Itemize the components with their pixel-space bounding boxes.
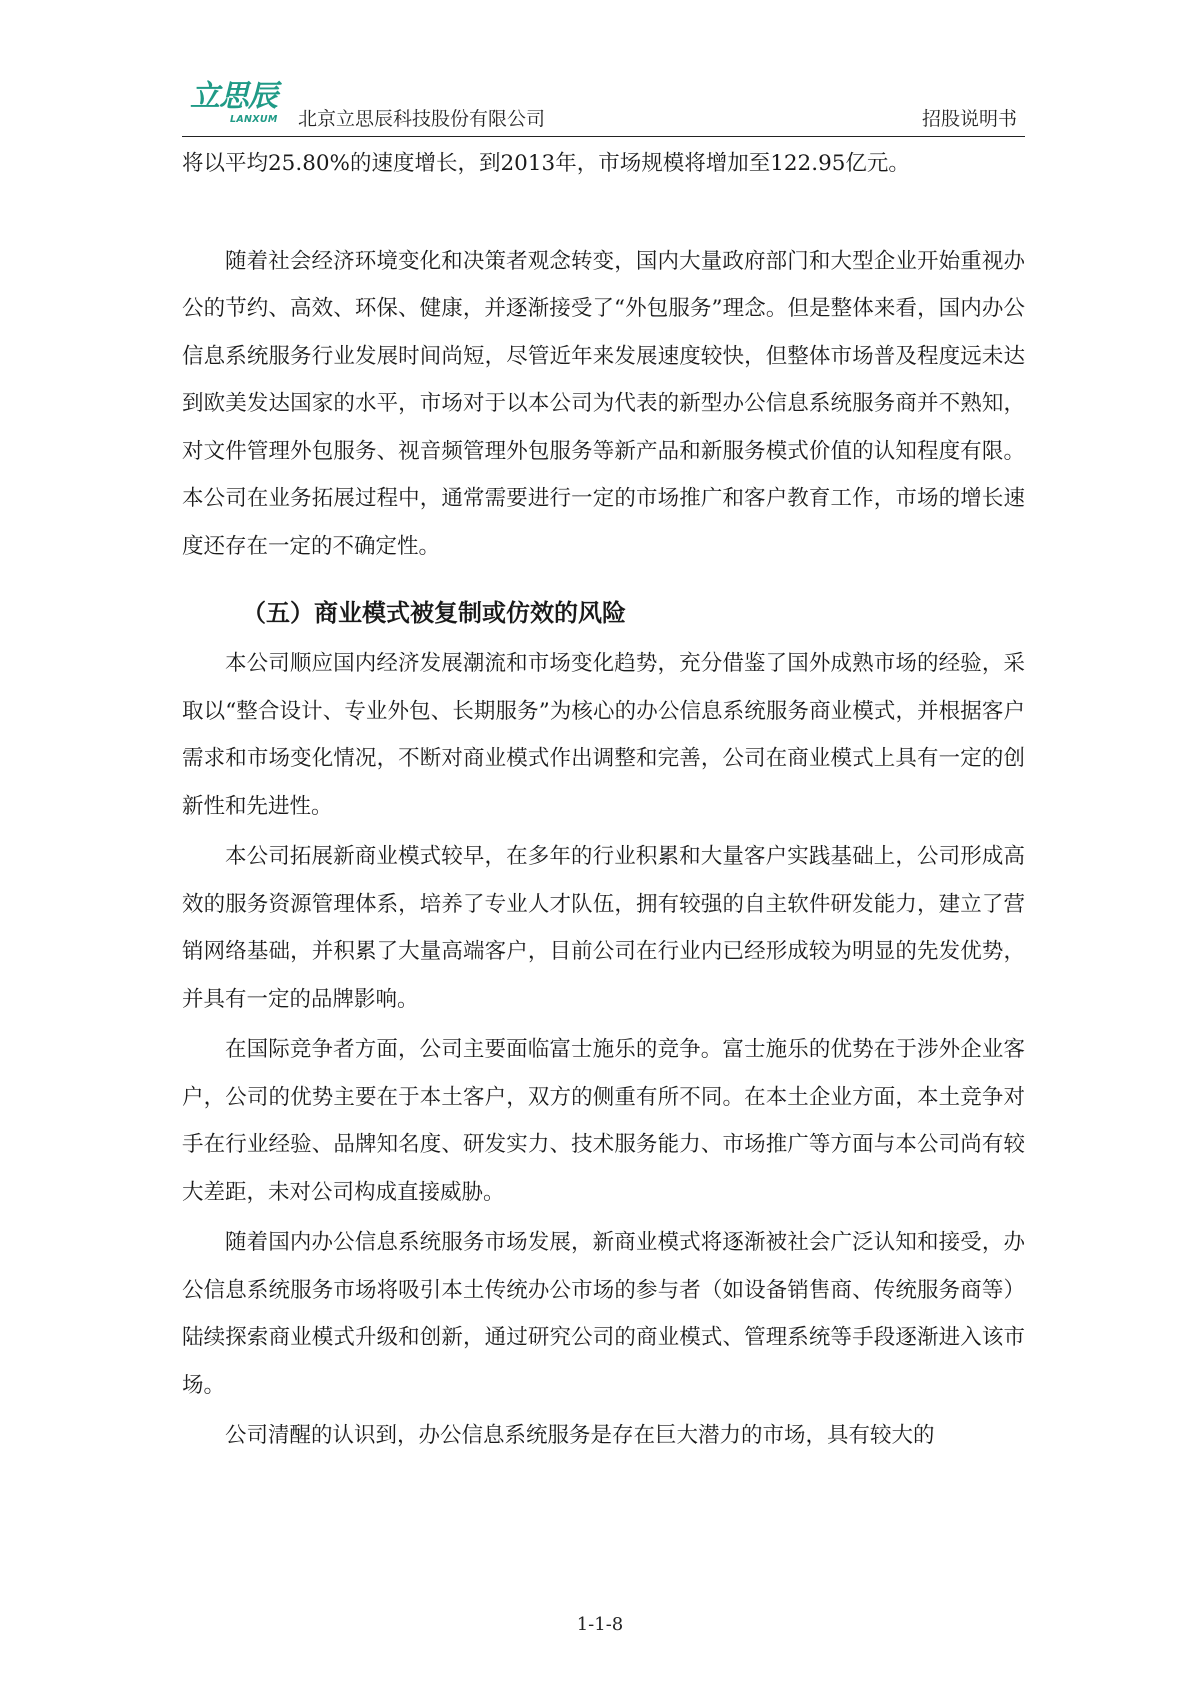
paragraph-company-awareness: 公司清醒的认识到，办公信息系统服务是存在巨大潜力的市场，具有较大的 <box>225 1423 935 1448</box>
logo-chinese-text: 立思辰 <box>190 79 277 114</box>
page-number: 1-1-8 <box>576 1614 624 1635</box>
paragraph-continued: 将以平均25.80%的速度增长，到2013年，市场规模将增加至122.95亿元。 <box>182 151 910 176</box>
logo-english-text: LANXUM <box>230 114 278 125</box>
company-logo <box>190 79 302 132</box>
section-heading: （五）商业模式被复制或仿效的风险 <box>242 599 626 627</box>
paragraph-market-awareness: 随着社会经济环境变化和决策者观念转变，国内大量政府部门和大型企业开始重视办公的节约、高效、环保、健康，并逐渐接受了“外包服务”理念。但是整体来看，国内办公信息系统服务行业发展时间尚短，尽管近年来发展速度较快，但整体市场普及程度远未达到欧美发达国家的水平，市场对于以本公司为代表的新型办公信息系统服务商并不熟知，对文件管理外包服务、视音频管理外包服务等新产品和新服务模式价值的认知程度有限。本公司在业务拓展过程中，通常需要进行一定的市场推广和客户教育工作，市场的增长速度还存在一定的不确定性。 <box>182 248 1025 559</box>
header-document-type: 招股说明书 <box>921 108 1017 130</box>
page-header <box>182 80 1025 137</box>
paragraph-first-mover: 本公司拓展新商业模式较早，在多年的行业积累和大量客户实践基础上，公司形成高效的服务资源管理体系，培养了专业人才队伍，拥有较强的自主软件研发能力，建立了营销网络基础，并积累了大量高端客户，目前公司在行业内已经形成较为明显的先发优势，并具有一定的品牌影响。 <box>182 844 1025 1012</box>
paragraph-competitors: 在国际竞争者方面，公司主要面临富士施乐的竞争。富士施乐的优势在于涉外企业客户，公司的优势主要在于本土客户，双方的侧重有所不同。在本土企业方面，本土竞争对手在行业经验、品牌知名度、研发实力、技术服务能力、市场推广等方面与本公司尚有较大差距，未对公司构成直接威胁。 <box>182 1037 1025 1205</box>
paragraph-market-entrants: 随着国内办公信息系统服务市场发展，新商业模式将逐渐被社会广泛认知和接受，办公信息系统服务市场将吸引本土传统办公市场的参与者（如设备销售商、传统服务商等）陆续探索商业模式升级和创新，通过研究公司的商业模式、管理系统等手段逐渐进入该市场。 <box>182 1230 1025 1398</box>
paragraph-business-model: 本公司顺应国内经济发展潮流和市场变化趋势，充分借鉴了国外成熟市场的经验，采取以“整合设计、专业外包、长期服务”为核心的办公信息系统服务商业模式，并根据客户需求和市场变化情况，不断对商业模式作出调整和完善，公司在商业模式上具有一定的创新性和先进性。 <box>182 651 1025 819</box>
header-company-name: 北京立思辰科技股份有限公司 <box>298 108 546 130</box>
page-body <box>182 140 1025 1460</box>
